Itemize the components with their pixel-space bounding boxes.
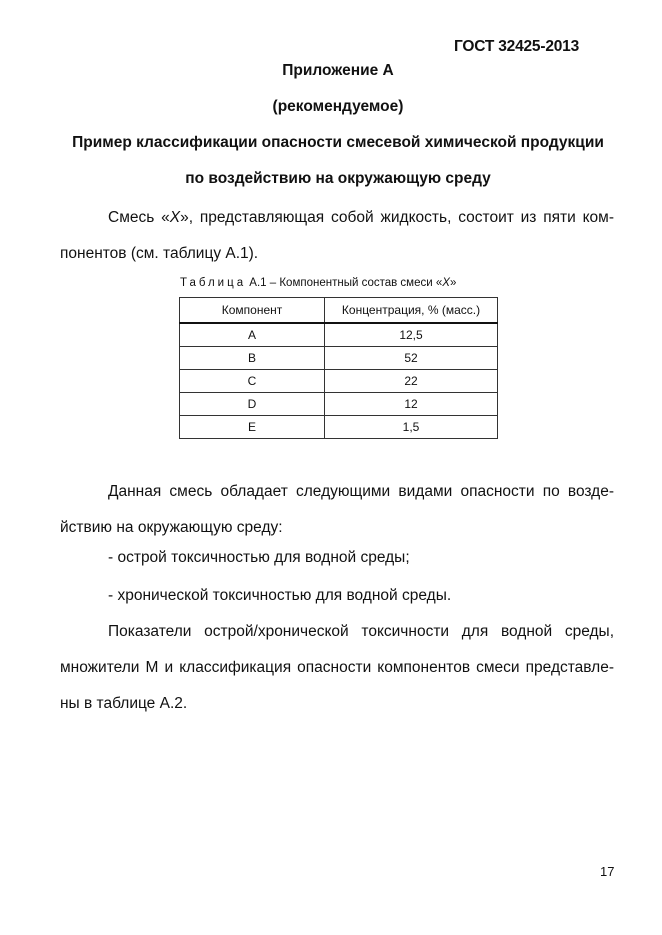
standard-code: ГОСТ 32425-2013	[454, 38, 579, 55]
table-row	[180, 416, 498, 439]
column-header-concentration: Концентрация, % (масс.)	[325, 298, 498, 324]
paragraph-hazards: Данная смесь обладает следующими видами опасности по возде-йствию на окружающую среду:	[60, 483, 614, 536]
paragraph-intro	[60, 200, 614, 272]
page-number: 17	[600, 864, 615, 879]
caption-text-end: »	[449, 277, 457, 289]
paragraph-intro-end: », представляющая собой жидкость, состоит из пяти ком-понентов (см. таблицу А.1).	[60, 209, 614, 262]
table-row	[180, 393, 498, 416]
caption-text: – Компонентный состав смеси «	[266, 277, 443, 289]
appendix-status: (рекомендуемое)	[272, 98, 404, 115]
table-row	[180, 370, 498, 393]
hazard-item-acute: - острой токсичностью для водной среды;	[108, 549, 410, 566]
table-cell-concentration: 22	[325, 370, 498, 393]
mixture-variable: X	[169, 209, 181, 226]
table-caption	[180, 277, 510, 289]
paragraph-indicators: Показатели острой/хронической токсичности для водной среды, множители М и классификация опасности компонентов смеси представле-ны в таблице А.2.	[60, 623, 614, 712]
table-cell-component: В	[180, 347, 325, 370]
paragraph-intro-start: Смесь «	[108, 209, 170, 226]
appendix-title: Приложение А	[282, 62, 394, 79]
hazard-item-chronic: - хронической токсичностью для водной среды.	[108, 587, 452, 604]
table-cell-component: Е	[180, 416, 325, 439]
table-cell-concentration: 52	[325, 347, 498, 370]
table-cell-concentration: 12,5	[325, 323, 498, 347]
appendix-heading-line2: по воздействию на окружающую среду	[185, 170, 491, 187]
table-cell-concentration: 12	[325, 393, 498, 416]
table-row	[180, 347, 498, 370]
table-cell-concentration: 1,5	[325, 416, 498, 439]
column-header-component: Компонент	[180, 298, 325, 324]
components-table	[179, 297, 498, 439]
appendix-heading-line1: Пример классификации опасности смесевой химической продукции	[72, 134, 604, 151]
table-cell-component: С	[180, 370, 325, 393]
table-cell-component: D	[180, 393, 325, 416]
table-cell-component: А	[180, 323, 325, 347]
table-row	[180, 323, 498, 347]
table-header-row	[180, 298, 498, 324]
caption-variable: X	[442, 277, 450, 289]
caption-number: А.1	[249, 277, 267, 289]
caption-label: Таблица	[180, 277, 247, 289]
